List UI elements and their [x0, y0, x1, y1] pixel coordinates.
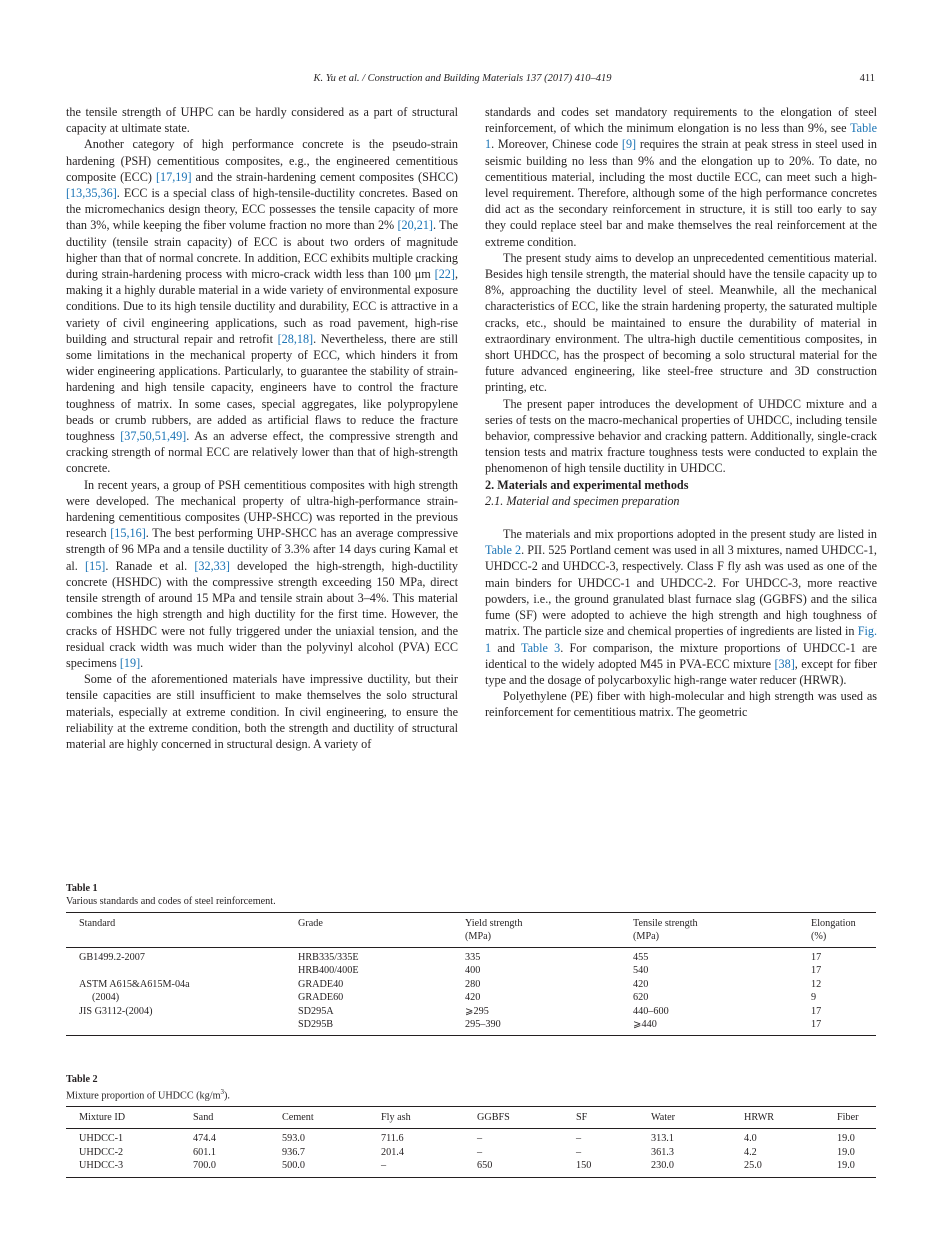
table-link[interactable]: Table 3	[520, 640, 561, 655]
table-cell: 936.7	[282, 1146, 305, 1158]
table-row	[66, 978, 876, 991]
table-cell: 361.3	[651, 1146, 674, 1158]
table-cell: 4.2	[744, 1146, 757, 1158]
section-title: 2. Materials and experimental methods	[485, 477, 689, 492]
citation-link[interactable]: [20,21]	[397, 218, 433, 233]
figure-link[interactable]: Fig. 1	[485, 624, 877, 655]
citation-link[interactable]: [32,33]	[194, 558, 230, 573]
paragraph: Polyethylene (PE) fiber with high-molecular and high strength was used as reinforcement for cementitious matrix. The geometric	[485, 689, 877, 720]
table-cell: HRB335/335E	[298, 952, 359, 963]
citation-link[interactable]: [9]	[621, 137, 637, 152]
table-row	[66, 948, 876, 965]
column-header: SF	[563, 1107, 638, 1129]
table-row	[66, 1129, 876, 1146]
column-header: Grade	[285, 913, 452, 948]
citation-link[interactable]: [19]	[119, 655, 141, 670]
table-cell: 19.0	[837, 1146, 855, 1158]
table-header-row	[66, 913, 876, 948]
column-header: Cement	[269, 1107, 368, 1129]
table-cell: 500.0	[282, 1160, 305, 1172]
journal-reference: K. Yu et al. / Construction and Building Materials 137 (2017) 410–419	[313, 73, 612, 84]
table-cell: 19.0	[837, 1133, 855, 1145]
table-cell	[66, 1018, 285, 1036]
table-cell: –	[576, 1146, 582, 1158]
table-caption: Various standards and codes of steel reinforcement.	[66, 896, 276, 907]
table-cell: 4.0	[744, 1133, 757, 1145]
paragraph: In recent years, a group of PSH cementitious composites with high strength were developed. The mechanical property of ultra-high-performance strain-hardening cementitious composites (UHP-SHCC) was reported in the previous research [15,16]. The best performing UHP-SHCC has an average compressive strength of 96 MPa and a tensile ductility of 3.3% after 14 days curing Kamal et al. [15]. Ranade et al. [32,33] developed the high-strength, high-ductility concrete (HSHDC) with the compressive strength exceeding 150 MPa, direct tensile strength of around 15 MPa and tensile strain about 3–4%. This material combines the high strength and high ductility for the first time. However, the cracks of HSHDC were not fully triggered under the uniaxial tension, and the residual crack width was much wider than the polyvinyl alcohol (PVA) ECC specimens [19].	[66, 477, 459, 670]
table-row	[66, 1159, 876, 1177]
table-cell: –	[576, 1133, 582, 1145]
table-cell: 280	[465, 978, 481, 990]
left-column	[66, 104, 458, 752]
table-cell: –	[477, 1146, 483, 1158]
column-header: Yield strength (MPa)	[452, 913, 620, 948]
table-cell: GB1499.2-2007	[79, 952, 145, 963]
paragraph: Some of the aforementioned materials have impressive ductility, but their tensile capacities are still insufficient to make themselves the solo structural materials, especially at extreme condition. In civil engineering, to ensure the reliability at the extreme condition, both the strength and ductility of structural material are highly concerned in structural design. A variety of	[66, 672, 458, 751]
table-cell: 19.0	[837, 1160, 855, 1172]
citation-link[interactable]: [15,16]	[110, 526, 146, 541]
table-cell: UHDCC-3	[79, 1160, 124, 1172]
paragraph: Another category of high performance concrete is the pseudo-strain hardening (PSH) cementitious composites, e.g., the engineered cementitious composite (ECC) [17,19] and the strain-hardening cement composites (SHCC) [13,35,36]. ECC is a special class of high-tensile-ductility concretes. Based on the micromechanics design theory, ECC possesses the tensile capacity of more than 3%, while keeping the fiber volume fraction no more than 2% [20,21]. The ductility (tensile strain capacity) of ECC is about two orders of magnitude higher than that of normal concrete. In addition, ECC exhibits multiple cracking during strain-hardening process with micro-crack width less than 100 μm [22], making it a highly durable material in a wide variety of environmental exposure conditions. Due to its high tensile ductility and durability, ECC is attractive in a variety of civil engineering applications, such as road pavement, high-rise building and structural repair and retrofit [28,18]. Nevertheless, there are still some limitations in the mechanical property of ECC, which hinders it from wider engineering applications. Particularly, to guarantee the stability of strain-hardening and high tensile capacity, engineers have to control the fracture toughness of matrix. In some cases, special aggregates, like polypropylene beads or crumb rubbers, are added as artificial flaws to reduce the fracture toughness [37,50,51,49]. As an adverse effect, the compressive strength and cracking strength of normal ECC are relatively lower than that of high-strength concrete.	[66, 137, 458, 476]
table-cell: 335	[465, 952, 481, 963]
table-cell: GRADE60	[298, 992, 344, 1004]
table-cell: 230.0	[651, 1160, 674, 1172]
paragraph: The materials and mix proportions adopted in the present study are listed in Table 2. PII. 525 Portland cement was used in all 3 mixtures, named UHDCC-1, UHDCC-2 and UHDCC-3, respectively. Class F fly ash was used as one of the main binders for UHDCC-1 and UHDCC-2. For UHDCC-3, more reactive powders, i.e., the ground granulated blast furnace slag (GGBFS) and the silica fume (SF) were adopted to achieve the high strength and high toughness of matrix. The particle size and chemical properties of ingredients are listed in Fig. 1 and Table 3. For comparison, the mixture proportions of UHDCC-1 are identical to the widely adopted M45 in PVA-ECC mixture [38], except for fiber type and the dosage of polycarboxylic high-range water reducer (HRWR).	[485, 527, 877, 687]
table-cell: 650	[477, 1160, 493, 1172]
column-header: GGBFS	[464, 1107, 563, 1129]
table-row	[66, 1146, 876, 1159]
table-cell: 17	[811, 952, 822, 963]
table-cell: SD295A	[298, 1005, 334, 1017]
column-header: Sand	[180, 1107, 269, 1129]
column-header: Elongation (%)	[798, 913, 876, 948]
paragraph: the tensile strength of UHPC can be hardly considered as a part of structural capacity at ultimate state.	[66, 105, 458, 136]
table-row	[66, 964, 876, 977]
column-header: HRWR	[731, 1107, 824, 1129]
table-cell: HRB400/400E	[298, 965, 359, 977]
column-header: Water	[638, 1107, 731, 1129]
table-cell: 150	[576, 1160, 592, 1172]
data-table	[66, 912, 876, 1036]
table-cell: 17	[811, 1005, 822, 1017]
table-1	[66, 882, 876, 1036]
table-cell: 17	[811, 1019, 822, 1031]
table-row	[66, 991, 876, 1004]
table-cell: –	[477, 1133, 483, 1145]
citation-link[interactable]: [37,50,51,49]	[120, 429, 187, 444]
table-cell: 420	[633, 978, 649, 990]
column-header: Mixture ID	[66, 1107, 180, 1129]
spacer	[485, 509, 877, 526]
table-cell	[66, 964, 285, 977]
paragraph: standards and codes set mandatory requirements to the elongation of steel reinforcement, of which the minimum elongation is no less than 9%, see Table 1. Moreover, Chinese code [9] requires the strain at peak stress in steel used in seismic building no less than 9% and the elongation up to 20%. To date, no cementitious material, including the most ductile ECC, can meet such a high-level requirement. Therefore, although some of the high performance concretes did act as the secondary reinforcement in structure, it is still too early to say they could replace steel bar and make themselves the real reinforcement at the extreme condition.	[485, 105, 877, 249]
table-caption: Mixture proportion of UHDCC $(kg/m^3)$.	[66, 1088, 230, 1102]
table-cell: 313.1	[651, 1133, 674, 1145]
subsection-title: 2.1. Material and specimen preparation	[485, 493, 680, 508]
table-header-row	[66, 1107, 876, 1129]
table-cell: 455	[633, 952, 649, 963]
table-cell: 9	[811, 992, 817, 1004]
column-header: Tensile strength (MPa)	[620, 913, 798, 948]
table-link[interactable]: Table 2	[485, 543, 522, 558]
table-row	[66, 1018, 876, 1036]
table-cell: 540	[633, 965, 649, 977]
table-cell: 17	[811, 965, 822, 977]
table-cell: 601.1	[193, 1146, 216, 1158]
paragraph: The present study aims to develop an unprecedented cementitious material. Besides high tensile strength, the material should have the tensile capacity up to 8%, approaching the ductility level of steel. Meanwhile, all the mechanical characteristics of ECC, like the strain hardening property, the saturated multiple cracks, etc., should be maintained to ensure the durability of material in extraordinary environment. The ultra-high ductile cementitious composites, in short UHDCC, has the prospect of becoming a solo structural material for the future advanced engineering, like steel-free structure and 3D construction printing, etc.	[485, 250, 877, 395]
table-row	[66, 1005, 876, 1018]
table-cell: GRADE40	[298, 978, 344, 990]
table-cell: 201.4	[381, 1146, 404, 1158]
table-cell: 440–600	[633, 1005, 669, 1017]
table-cell: 295–390	[465, 1019, 501, 1031]
citation-link[interactable]: [15]	[85, 558, 106, 573]
table-2	[66, 1073, 876, 1178]
table-cell: ASTM A615&A615M-04a	[79, 978, 190, 990]
table-cell: –	[381, 1160, 387, 1172]
table-cell: 593.0	[282, 1133, 305, 1145]
column-header: Fly ash	[368, 1107, 464, 1129]
data-table	[66, 1106, 876, 1177]
citation-link[interactable]: [17,19]	[155, 169, 192, 184]
table-cell: (2004)	[92, 992, 120, 1004]
table-label: Table 1	[66, 883, 98, 894]
table-cell: 620	[633, 992, 649, 1004]
table-cell: 700.0	[193, 1160, 216, 1172]
table-cell: 420	[465, 992, 481, 1004]
citation-link[interactable]: [38]	[774, 656, 795, 671]
column-header: Fiber	[824, 1107, 876, 1129]
table-cell: 474.4	[193, 1133, 216, 1145]
right-column	[485, 104, 877, 721]
table-cell: UHDCC-1	[79, 1133, 124, 1145]
table-link[interactable]: Table 1	[485, 121, 877, 152]
table-cell: ⩾440	[633, 1019, 657, 1031]
table-cell: SD295B	[298, 1019, 334, 1031]
running-header	[0, 73, 925, 87]
citation-link[interactable]: [22]	[434, 267, 455, 282]
citation-link[interactable]: [28,18]	[277, 331, 314, 346]
table-cell: ⩾295	[465, 1005, 489, 1017]
table-cell: 400	[465, 965, 481, 977]
citation-link[interactable]: [13,35,36]	[66, 186, 117, 201]
page-number: 411	[859, 73, 875, 84]
table-cell: JIS G3112-(2004)	[79, 1005, 153, 1017]
column-header: Standard	[66, 913, 285, 948]
table-cell: 25.0	[744, 1160, 762, 1172]
table-label: Table 2	[66, 1074, 98, 1085]
table-cell: 12	[811, 978, 822, 990]
table-cell: UHDCC-2	[79, 1146, 124, 1158]
table-cell: 711.6	[381, 1133, 404, 1145]
paragraph: The present paper introduces the development of UHDCC mixture and a series of tests on the macro-mechanical properties of UHDCC, including tensile behavior, compressive behavior and cracking pattern. Additionally, single-crack tension tests and matrix fracture toughness tests were conducted to explain the phenomenon of high tensile ductility in UHDCC.	[485, 396, 877, 476]
